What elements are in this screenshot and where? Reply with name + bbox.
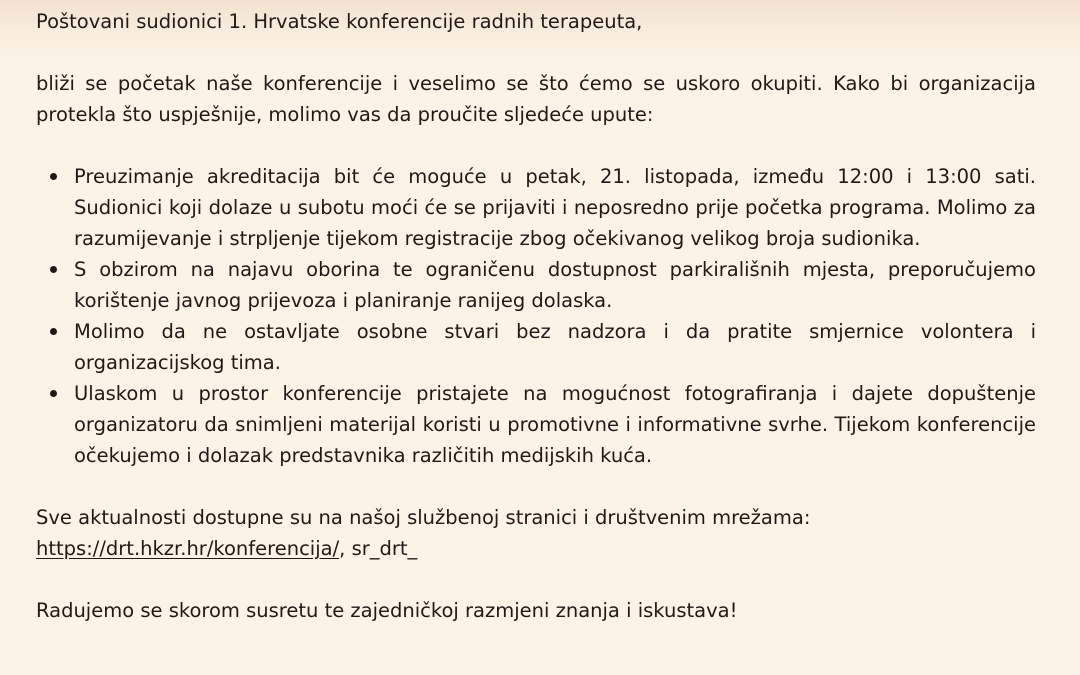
bullet-icon <box>50 390 57 397</box>
list-item-text: Preuzimanje akreditacija bit će moguće u petak, 21. listopada, između 12:00 i 13:00 sati. Sudionici koji dolaze u subotu moći će se prijaviti i neposredno prije početka programa. Molimo za razumijevanje i strpljenje tijekom registracije zbog očekivanog velikog broja sudionika. <box>74 165 1036 250</box>
bullet-icon <box>50 328 57 335</box>
conference-link[interactable]: https://drt.hkzr.hr/konferencija/ <box>36 537 340 560</box>
list-item <box>74 316 1036 378</box>
social-handle: sr_drt_ <box>351 537 418 560</box>
list-item-text: Molimo da ne ostavljate osobne stvari bez nadzora i da pratite smjernice volontera i organizacijskog tima. <box>74 320 1036 374</box>
bullet-icon <box>50 173 57 180</box>
bullet-icon <box>50 266 57 273</box>
link-separator: , <box>339 537 346 560</box>
instructions-list <box>36 161 1036 471</box>
list-item <box>74 378 1036 471</box>
links-line <box>36 537 417 560</box>
news-paragraph <box>36 502 1036 564</box>
greeting: Poštovani sudionici 1. Hrvatske konferencije radnih terapeuta, <box>36 10 643 33</box>
list-item <box>74 161 1036 254</box>
list-item-text: S obzirom na najavu oborina te ograničenu dostupnost parkirališnih mjesta, preporučujemo korištenje javnog prijevoza i planiranje ranijeg dolaska. <box>74 258 1036 312</box>
list-item-text: Ulaskom u prostor konferencije pristajete na mogućnost fotografiranja i dajete dopuštenje organizatoru da snimljeni materijal koristi u promotivne i informativne svrhe. Tijekom konferencije očekujemo i dolazak predstavnika različitih medijskih kuća. <box>74 382 1036 467</box>
intro-paragraph: bliži se početak naše konferencije i veselimo se što ćemo se uskoro okupiti. Kako bi organizacija protekla što uspješnije, molimo vas da proučite sljedeće upute: <box>36 72 1036 126</box>
news-text: Sve aktualnosti dostupne su na našoj službenoj stranici i društvenim mrežama: <box>36 506 811 529</box>
closing-line: Radujemo se skorom susretu te zajedničkoj razmjeni znanja i iskustava! <box>36 599 738 622</box>
list-item <box>74 254 1036 316</box>
